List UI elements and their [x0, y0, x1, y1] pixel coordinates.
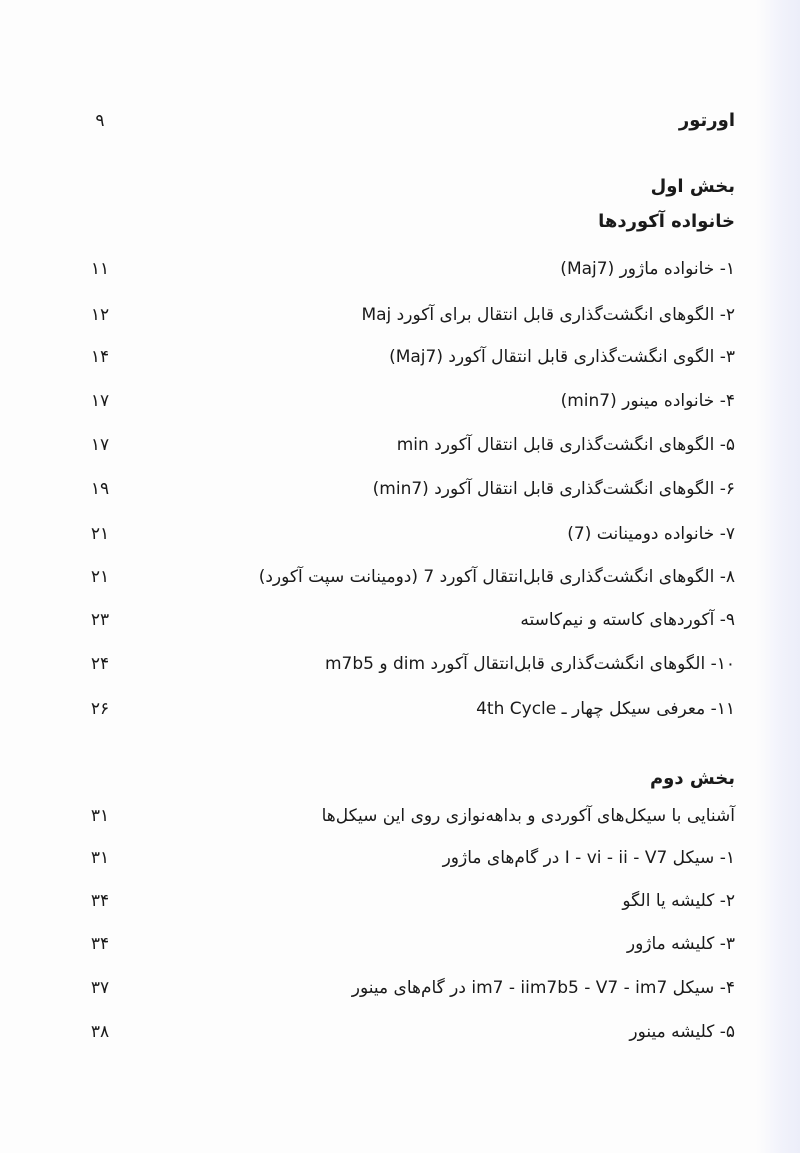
toc-entry-page: ۳۱ — [90, 806, 110, 826]
toc-entry — [0, 927, 800, 961]
toc-entry-title: ۴- سیکل im7 - iim7b5 - V7 - im7 در گام‌های مینور — [351, 978, 735, 998]
toc-entry — [0, 298, 800, 332]
toc-entry-overture — [0, 104, 800, 138]
toc-entry-title: ۴- خانواده مینور (min7) — [560, 391, 735, 411]
toc-entry-title: ۱۰- الگوهای انگشت‌گذاری قابل‌انتقال آکورد dim و m7b5 — [325, 654, 735, 674]
toc-entry — [0, 841, 800, 875]
toc-entry-page: ۱۷ — [90, 435, 110, 455]
toc-entry-title: ۳- کلیشه ماژور — [626, 934, 735, 954]
toc-entry-page: ۳۸ — [90, 1022, 110, 1042]
toc-entry-title: ۹- آکوردهای کاسته و نیم‌کاسته — [520, 610, 735, 630]
toc-entry — [0, 560, 800, 594]
toc-entry-title: ۳- الگوی انگشت‌گذاری قابل انتقال آکورد (Maj7) — [389, 347, 735, 367]
toc-entry — [0, 971, 800, 1005]
toc-entry-title: ۸- الگوهای انگشت‌گذاری قابل‌انتقال آکورد 7 (دومینانت سپت آکورد) — [258, 567, 735, 587]
toc-entry-page: ۹ — [95, 111, 105, 131]
toc-entry-title: ۲- الگوهای انگشت‌گذاری قابل انتقال برای آکورد Maj — [361, 305, 735, 325]
section-heading-part-one — [0, 170, 800, 204]
toc-entry-page: ۱۲ — [90, 305, 110, 325]
toc-entry — [0, 517, 800, 551]
toc-entry-page: ۳۷ — [90, 978, 110, 998]
toc-entry-page: ۱۹ — [90, 479, 110, 499]
toc-entry-page: ۱۱ — [90, 259, 110, 279]
chapter-heading-title: خانواده آکوردها — [598, 211, 735, 232]
toc-entry — [0, 252, 800, 286]
toc-entry-page: ۳۴ — [90, 934, 110, 954]
section-heading-part-two — [0, 762, 800, 796]
toc-entry — [0, 692, 800, 726]
toc-entry — [0, 1015, 800, 1049]
toc-entry — [0, 384, 800, 418]
toc-entry-title: ۲- کلیشه یا الگو — [622, 891, 735, 911]
toc-entry-page: ۳۴ — [90, 891, 110, 911]
toc-entry-page: ۲۱ — [90, 567, 110, 587]
toc-entry-page: ۱۷ — [90, 391, 110, 411]
toc-entry — [0, 884, 800, 918]
chapter-heading-chord-families — [0, 205, 800, 239]
toc-entry-title: ۱۱- معرفی سیکل چهار ـ 4th Cycle — [476, 699, 735, 719]
toc-entry-page: ۲۳ — [90, 610, 110, 630]
toc-entry-title: ۶- الگوهای انگشت‌گذاری قابل انتقال آکورد (min7) — [372, 479, 735, 499]
toc-entry-title: اورتور — [678, 110, 735, 131]
toc-entry — [0, 647, 800, 681]
section-heading-title: بخش اول — [650, 176, 735, 197]
toc-entry-page: ۲۱ — [90, 524, 110, 544]
toc-entry-title: ۵- الگوهای انگشت‌گذاری قابل انتقال آکورد min — [396, 435, 735, 455]
toc-entry-page: ۳۱ — [90, 848, 110, 868]
toc-entry — [0, 603, 800, 637]
toc-entry-title: ۵- کلیشه مینور — [629, 1022, 735, 1042]
toc-entry — [0, 340, 800, 374]
toc-entry — [0, 428, 800, 462]
toc-entry — [0, 799, 800, 833]
toc-entry-title: ۱- خانواده ماژور (Maj7) — [560, 259, 735, 279]
toc-entry-page: ۲۴ — [90, 654, 110, 674]
toc-entry-title: آشنایی با سیکل‌های آکوردی و بداهه‌نوازی روی این سیکل‌ها — [321, 806, 735, 826]
toc-entry — [0, 472, 800, 506]
toc-entry-page: ۲۶ — [90, 699, 110, 719]
section-heading-title: بخش دوم — [649, 768, 735, 789]
toc-entry-page: ۱۴ — [90, 347, 110, 367]
toc-entry-title: ۷- خانواده دومینانت (7) — [567, 524, 735, 544]
toc-entry-title: ۱- سیکل I - vi - ii - V7 در گام‌های ماژور — [442, 848, 735, 868]
